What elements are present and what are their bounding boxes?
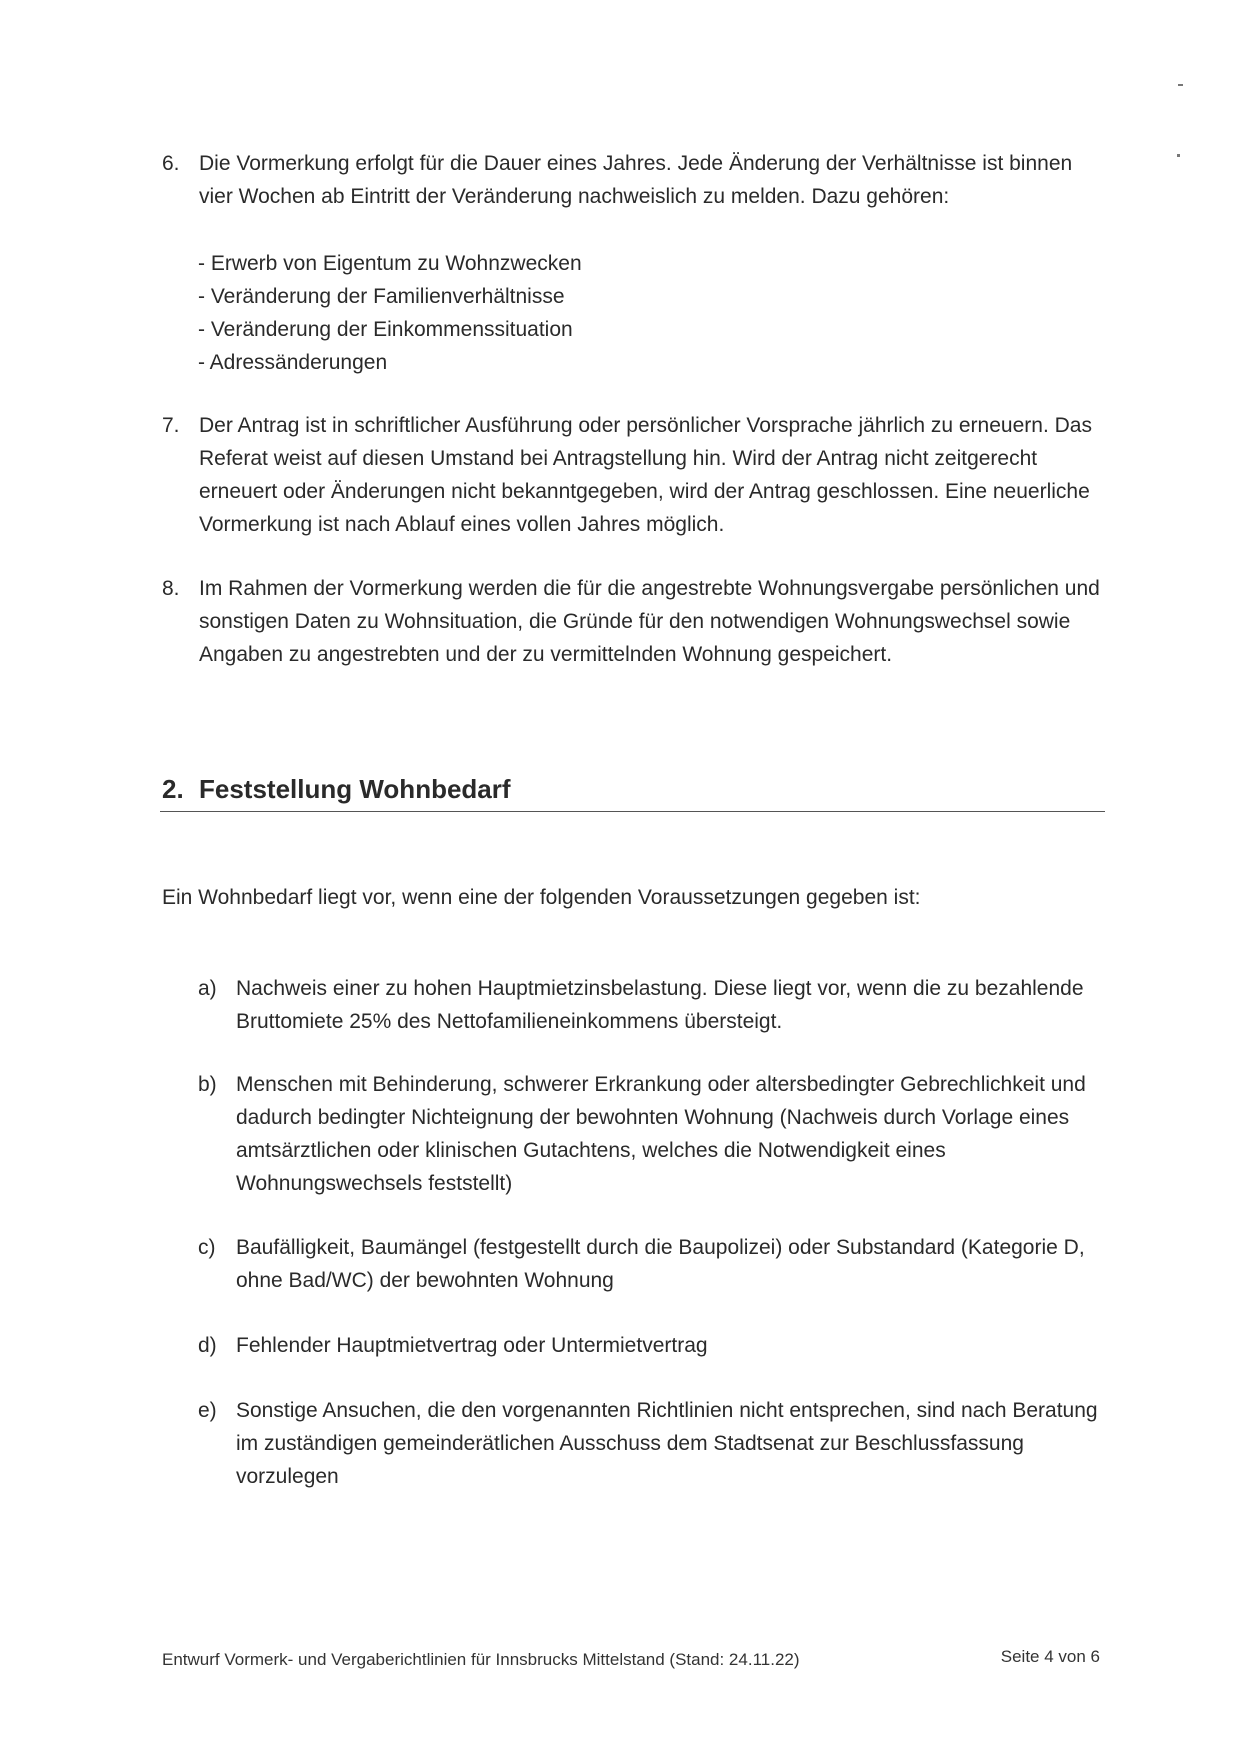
footer-document-title: Entwurf Vormerk- und Vergaberichtlinien für Innsbrucks Mittelstand (Stand: 24.11.22): [162, 1650, 800, 1669]
sublist-item: - Adressänderungen: [198, 351, 388, 374]
list-item-6: [162, 147, 1102, 213]
footer-page-number: Seite 4 von 6: [1000, 1647, 1100, 1666]
sublist-item: - Veränderung der Familienverhältnisse: [198, 285, 565, 308]
section-divider: [160, 811, 1105, 812]
list-item-d: [198, 1329, 1098, 1362]
item-text: Menschen mit Behinderung, schwerer Erkrankung oder altersbedingter Gebrechlichkeit und dadurch bedingter Nichteignung der bewohnten Wohnung (Nachweis durch Vorlage eines amtsärztlichen oder klinischen Gutachtens, welches die Notwendigkeit eines Wohnungswechsels feststellt): [236, 1073, 1086, 1195]
list-item-c: [198, 1231, 1098, 1297]
scan-speck: [1178, 84, 1183, 86]
section-heading: [162, 772, 1102, 806]
item-letter: a): [198, 977, 217, 1000]
item-letter: d): [198, 1334, 217, 1357]
intro-paragraph: Ein Wohnbedarf liegt vor, wenn eine der folgenden Voraussetzungen gegeben ist:: [162, 886, 921, 909]
item-letter: b): [198, 1073, 217, 1096]
list-item-a: [198, 972, 1098, 1038]
item-text: Der Antrag ist in schriftlicher Ausführung oder persönlicher Vorsprache jährlich zu erneuern. Das Referat weist auf diesen Umstand bei Antragstellung hin. Wird der Antrag nicht zeitgerecht erneuert oder Änderungen nicht bekanntgegeben, wird der Antrag geschlossen. Eine neuerliche Vormerkung ist nach Ablauf eines vollen Jahres möglich.: [199, 414, 1092, 536]
item-letter: c): [198, 1236, 216, 1259]
list-item-b: [198, 1068, 1098, 1200]
sublist-item: - Erwerb von Eigentum zu Wohnzwecken: [198, 252, 582, 275]
list-item-7: [162, 409, 1102, 541]
item-text: Im Rahmen der Vormerkung werden die für die angestrebte Wohnungsvergabe persönlichen und sonstigen Daten zu Wohnsituation, die Gründe für den notwendigen Wohnungswechsel sowie Angaben zu angestrebten und der zu vermittelnden Wohnung gespeichert.: [199, 577, 1100, 666]
item-text: Baufälligkeit, Baumängel (festgestellt durch die Baupolizei) oder Substandard (Kategorie D, ohne Bad/WC) der bewohnten Wohnung: [236, 1236, 1085, 1292]
item-number: 7.: [162, 414, 180, 437]
list-item-8: [162, 572, 1102, 671]
item-text: Die Vormerkung erfolgt für die Dauer eines Jahres. Jede Änderung der Verhältnisse ist binnen vier Wochen ab Eintritt der Veränderung nachweislich zu melden. Dazu gehören:: [199, 152, 1073, 208]
sublist-item: - Veränderung der Einkommenssituation: [198, 318, 573, 341]
item-letter: e): [198, 1399, 217, 1422]
item-6-sublist: [198, 247, 582, 379]
item-text: Sonstige Ansuchen, die den vorgenannten Richtlinien nicht entsprechen, sind nach Beratung im zuständigen gemeinderätlichen Ausschuss dem Stadtsenat zur Beschlussfassung vorzulegen: [236, 1399, 1098, 1488]
section-number: 2.: [162, 774, 184, 804]
item-number: 8.: [162, 577, 180, 600]
scan-speck: [1177, 154, 1180, 157]
item-text: Fehlender Hauptmietvertrag oder Untermietvertrag: [236, 1334, 708, 1357]
section-title: Feststellung Wohnbedarf: [199, 774, 511, 804]
item-number: 6.: [162, 152, 180, 175]
item-text: Nachweis einer zu hohen Hauptmietzinsbelastung. Diese liegt vor, wenn die zu bezahlende Bruttomiete 25% des Nettofamilieneinkommens übersteigt.: [236, 977, 1084, 1033]
list-item-e: [198, 1394, 1098, 1493]
